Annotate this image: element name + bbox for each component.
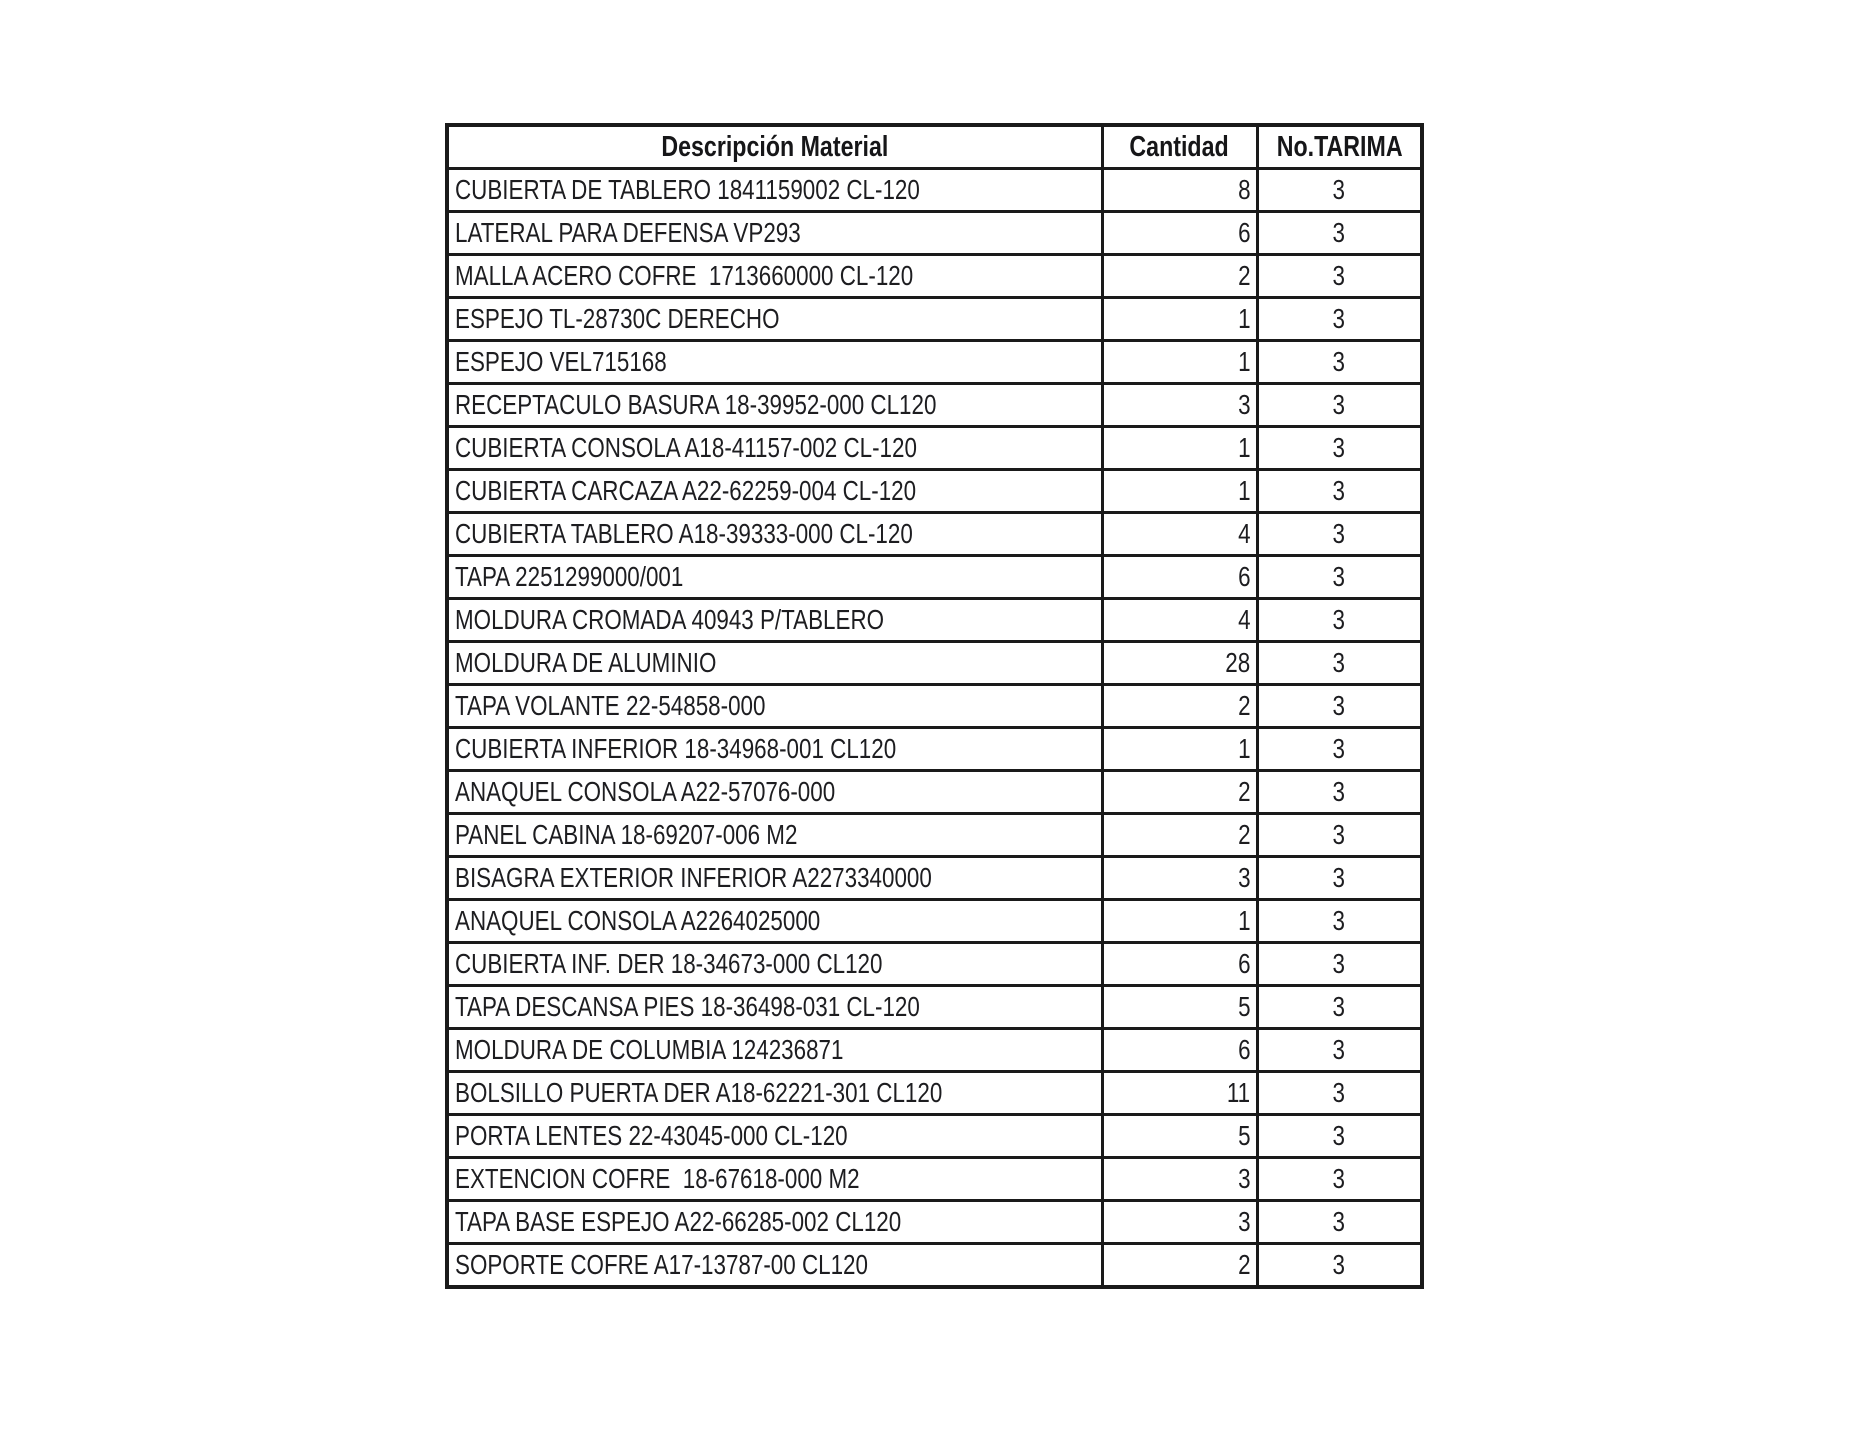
tarima-text: 3 [1333, 905, 1346, 936]
descripcion-cell [447, 986, 1102, 1029]
col-header-descripcion [447, 125, 1102, 169]
tarima-text: 3 [1333, 260, 1346, 291]
table-row [447, 212, 1422, 255]
tarima-text: 3 [1333, 776, 1346, 807]
tarima-text: 3 [1333, 217, 1346, 248]
header-row [447, 125, 1422, 169]
tarima-cell [1257, 212, 1422, 255]
tarima-cell [1257, 986, 1422, 1029]
descripcion-cell [447, 771, 1102, 814]
tarima-text: 3 [1333, 647, 1346, 678]
cantidad-cell [1102, 255, 1257, 298]
descripcion-text: SOPORTE COFRE A17-13787-00 CL120 [455, 1249, 868, 1280]
table-row [447, 1158, 1422, 1201]
tarima-cell [1257, 1201, 1422, 1244]
cantidad-text: 4 [1238, 518, 1251, 549]
descripcion-cell [447, 1072, 1102, 1115]
descripcion-cell [447, 298, 1102, 341]
cantidad-cell [1102, 1244, 1257, 1288]
descripcion-text: TAPA DESCANSA PIES 18-36498-031 CL-120 [455, 991, 920, 1022]
descripcion-text: BISAGRA EXTERIOR INFERIOR A2273340000 [455, 862, 932, 893]
cantidad-cell [1102, 943, 1257, 986]
tarima-cell [1257, 599, 1422, 642]
cantidad-text: 28 [1225, 647, 1251, 678]
cantidad-cell [1102, 728, 1257, 771]
tarima-text: 3 [1333, 690, 1346, 721]
col-header-tarima [1257, 125, 1422, 169]
tarima-text: 3 [1333, 991, 1346, 1022]
cantidad-text: 2 [1238, 260, 1251, 291]
table-row [447, 427, 1422, 470]
cantidad-text: 1 [1238, 733, 1251, 764]
tarima-cell [1257, 1244, 1422, 1288]
tarima-cell [1257, 814, 1422, 857]
descripcion-text: ESPEJO VEL715168 [455, 346, 667, 377]
cantidad-cell [1102, 685, 1257, 728]
tarima-cell [1257, 341, 1422, 384]
descripcion-text: MOLDURA CROMADA 40943 P/TABLERO [455, 604, 885, 635]
table-row [447, 1244, 1422, 1288]
cantidad-text: 2 [1238, 1249, 1251, 1280]
tarima-cell [1257, 1115, 1422, 1158]
descripcion-cell [447, 384, 1102, 427]
descripcion-text: CUBIERTA INF. DER 18-34673-000 CL120 [455, 948, 883, 979]
table-row [447, 771, 1422, 814]
descripcion-text: ANAQUEL CONSOLA A22-57076-000 [455, 776, 836, 807]
cantidad-text: 11 [1227, 1077, 1251, 1108]
descripcion-text: CUBIERTA DE TABLERO 1841159002 CL-120 [455, 174, 920, 205]
descripcion-cell [447, 513, 1102, 556]
cantidad-cell [1102, 341, 1257, 384]
table-row [447, 857, 1422, 900]
table-body [447, 169, 1422, 1288]
descripcion-text: PANEL CABINA 18-69207-006 M2 [455, 819, 798, 850]
table-row [447, 384, 1422, 427]
cantidad-cell [1102, 1201, 1257, 1244]
tarima-cell [1257, 857, 1422, 900]
tarima-cell [1257, 255, 1422, 298]
descripcion-cell [447, 642, 1102, 685]
descripcion-text: CUBIERTA CONSOLA A18-41157-002 CL-120 [455, 432, 917, 463]
tarima-text: 3 [1333, 1120, 1346, 1151]
descripcion-text: TAPA 2251299000/001 [455, 561, 684, 592]
descripcion-cell [447, 599, 1102, 642]
cantidad-text: 6 [1238, 217, 1251, 248]
table-row [447, 298, 1422, 341]
descripcion-text: MALLA ACERO COFRE 1713660000 CL-120 [455, 260, 914, 291]
cantidad-text: 5 [1238, 991, 1251, 1022]
cantidad-text: 2 [1238, 690, 1251, 721]
cantidad-cell [1102, 556, 1257, 599]
cantidad-cell [1102, 986, 1257, 1029]
cantidad-text: 1 [1238, 905, 1251, 936]
col-header-descripcion-label: Descripción Material [661, 130, 889, 163]
descripcion-text: CUBIERTA TABLERO A18-39333-000 CL-120 [455, 518, 913, 549]
tarima-text: 3 [1333, 174, 1346, 205]
descripcion-text: ESPEJO TL-28730C DERECHO [455, 303, 780, 334]
tarima-cell [1257, 298, 1422, 341]
tarima-cell [1257, 1158, 1422, 1201]
cantidad-text: 1 [1238, 346, 1251, 377]
tarima-cell [1257, 642, 1422, 685]
table-row [447, 513, 1422, 556]
cantidad-cell [1102, 642, 1257, 685]
tarima-text: 3 [1333, 389, 1346, 420]
table-row [447, 1115, 1422, 1158]
descripcion-cell [447, 1244, 1102, 1288]
descripcion-text: LATERAL PARA DEFENSA VP293 [455, 217, 801, 248]
descripcion-cell [447, 728, 1102, 771]
tarima-cell [1257, 384, 1422, 427]
cantidad-text: 6 [1238, 1034, 1251, 1065]
tarima-text: 3 [1333, 1206, 1346, 1237]
cantidad-text: 5 [1238, 1120, 1251, 1151]
descripcion-cell [447, 1201, 1102, 1244]
descripcion-text: MOLDURA DE COLUMBIA 124236871 [455, 1034, 844, 1065]
cantidad-text: 3 [1238, 1206, 1251, 1237]
descripcion-cell [447, 1115, 1102, 1158]
table-row [447, 1072, 1422, 1115]
cantidad-text: 8 [1238, 174, 1251, 205]
descripcion-text: PORTA LENTES 22-43045-000 CL-120 [455, 1120, 848, 1151]
tarima-text: 3 [1333, 733, 1346, 764]
descripcion-cell [447, 556, 1102, 599]
tarima-cell [1257, 556, 1422, 599]
descripcion-cell [447, 169, 1102, 212]
tarima-cell [1257, 169, 1422, 212]
tarima-cell [1257, 1029, 1422, 1072]
descripcion-cell [447, 900, 1102, 943]
tarima-text: 3 [1333, 1034, 1346, 1065]
cantidad-text: 6 [1238, 561, 1251, 592]
cantidad-cell [1102, 1158, 1257, 1201]
table-row [447, 642, 1422, 685]
col-header-tarima-label: No.TARIMA [1276, 130, 1403, 163]
table-row [447, 814, 1422, 857]
descripcion-text: ANAQUEL CONSOLA A2264025000 [455, 905, 821, 936]
descripcion-cell [447, 427, 1102, 470]
cantidad-cell [1102, 1029, 1257, 1072]
materials-table [445, 123, 1424, 1289]
tarima-text: 3 [1333, 862, 1346, 893]
tarima-cell [1257, 1072, 1422, 1115]
descripcion-cell [447, 470, 1102, 513]
table-row [447, 943, 1422, 986]
tarima-cell [1257, 427, 1422, 470]
tarima-text: 3 [1333, 303, 1346, 334]
descripcion-text: BOLSILLO PUERTA DER A18-62221-301 CL120 [455, 1077, 943, 1108]
descripcion-cell [447, 685, 1102, 728]
tarima-text: 3 [1333, 948, 1346, 979]
descripcion-text: EXTENCION COFRE 18-67618-000 M2 [455, 1163, 860, 1194]
table-row [447, 1201, 1422, 1244]
descripcion-cell [447, 1158, 1102, 1201]
descripcion-cell [447, 857, 1102, 900]
descripcion-cell [447, 212, 1102, 255]
descripcion-cell [447, 943, 1102, 986]
cantidad-text: 1 [1238, 303, 1251, 334]
tarima-text: 3 [1333, 561, 1346, 592]
col-header-cantidad [1102, 125, 1257, 169]
descripcion-cell [447, 1029, 1102, 1072]
descripcion-cell [447, 341, 1102, 384]
table-row [447, 169, 1422, 212]
tarima-cell [1257, 771, 1422, 814]
cantidad-cell [1102, 771, 1257, 814]
cantidad-cell [1102, 513, 1257, 556]
tarima-text: 3 [1333, 604, 1346, 635]
tarima-text: 3 [1333, 819, 1346, 850]
table-row [447, 255, 1422, 298]
descripcion-text: MOLDURA DE ALUMINIO [455, 647, 717, 678]
cantidad-text: 1 [1238, 475, 1251, 506]
col-header-cantidad-label: Cantidad [1129, 130, 1230, 163]
descripcion-text: TAPA BASE ESPEJO A22-66285-002 CL120 [455, 1206, 902, 1237]
tarima-text: 3 [1333, 475, 1346, 506]
cantidad-cell [1102, 857, 1257, 900]
tarima-text: 3 [1333, 1163, 1346, 1194]
tarima-text: 3 [1333, 346, 1346, 377]
table-row [447, 685, 1422, 728]
cantidad-cell [1102, 470, 1257, 513]
cantidad-text: 3 [1238, 862, 1251, 893]
cantidad-cell [1102, 599, 1257, 642]
cantidad-cell [1102, 212, 1257, 255]
table-row [447, 556, 1422, 599]
cantidad-cell [1102, 384, 1257, 427]
table-row [447, 728, 1422, 771]
cantidad-text: 1 [1238, 432, 1251, 463]
cantidad-text: 3 [1238, 389, 1251, 420]
cantidad-text: 4 [1238, 604, 1251, 635]
tarima-cell [1257, 943, 1422, 986]
tarima-text: 3 [1333, 1077, 1346, 1108]
cantidad-cell [1102, 169, 1257, 212]
tarima-text: 3 [1333, 1249, 1346, 1280]
table-row [447, 599, 1422, 642]
descripcion-text: CUBIERTA CARCAZA A22-62259-004 CL-120 [455, 475, 917, 506]
table-row [447, 341, 1422, 384]
tarima-cell [1257, 685, 1422, 728]
descripcion-text: TAPA VOLANTE 22-54858-000 [455, 690, 766, 721]
cantidad-text: 3 [1238, 1163, 1251, 1194]
cantidad-cell [1102, 298, 1257, 341]
descripcion-text: RECEPTACULO BASURA 18-39952-000 CL120 [455, 389, 937, 420]
table-row [447, 986, 1422, 1029]
descripcion-cell [447, 255, 1102, 298]
cantidad-text: 2 [1238, 776, 1251, 807]
cantidad-text: 6 [1238, 948, 1251, 979]
tarima-cell [1257, 513, 1422, 556]
cantidad-cell [1102, 427, 1257, 470]
cantidad-cell [1102, 1072, 1257, 1115]
tarima-cell [1257, 900, 1422, 943]
cantidad-cell [1102, 814, 1257, 857]
table-row [447, 900, 1422, 943]
cantidad-cell [1102, 900, 1257, 943]
tarima-text: 3 [1333, 518, 1346, 549]
tarima-cell [1257, 728, 1422, 771]
descripcion-text: CUBIERTA INFERIOR 18-34968-001 CL120 [455, 733, 897, 764]
table-row [447, 1029, 1422, 1072]
cantidad-cell [1102, 1115, 1257, 1158]
tarima-cell [1257, 470, 1422, 513]
cantidad-text: 2 [1238, 819, 1251, 850]
descripcion-cell [447, 814, 1102, 857]
tarima-text: 3 [1333, 432, 1346, 463]
table-row [447, 470, 1422, 513]
